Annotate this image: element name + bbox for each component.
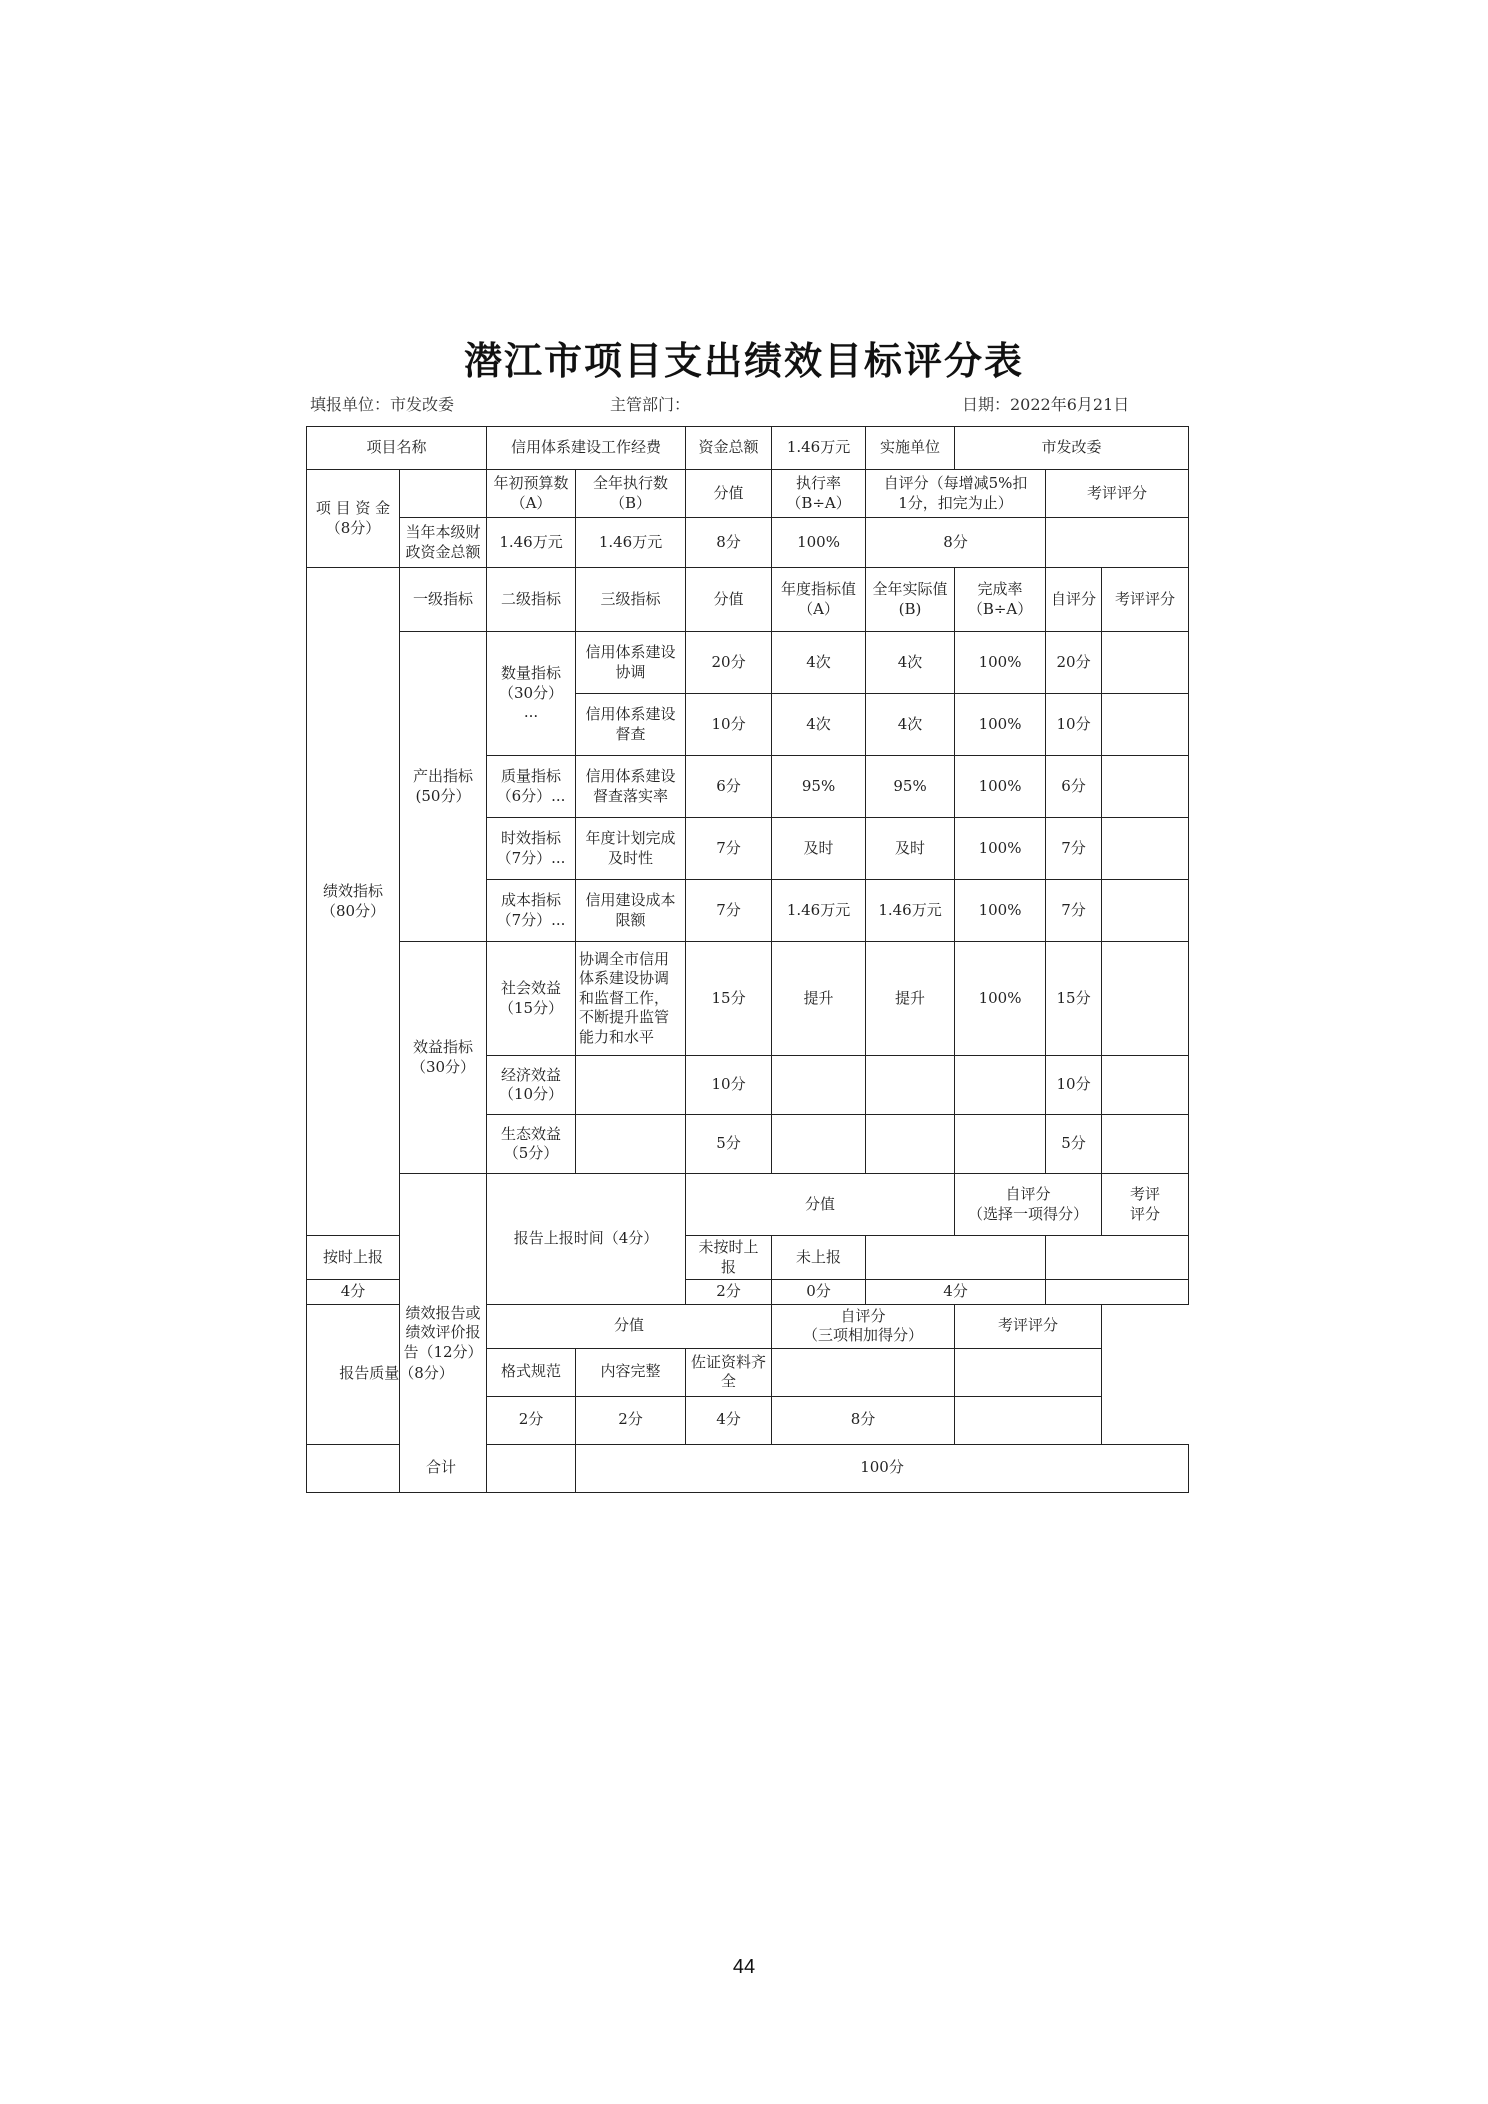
indicator-name: 信用体系建设 督查: [576, 694, 686, 756]
indicator-score: 7分: [686, 880, 772, 942]
funds-empty-cell: [400, 470, 487, 518]
indicator-actual: [866, 1056, 955, 1115]
exec-header: 全年执行数 （B）: [576, 470, 686, 518]
indicator-target: 1.46万元: [772, 880, 866, 942]
report-quality-self-header: 自评分 （三项相加得分）: [772, 1304, 955, 1348]
funds-score-header: 分值: [686, 470, 772, 518]
indicator-score: 15分: [686, 942, 772, 1056]
indicator-rate: 100%: [955, 942, 1046, 1056]
perf-self-header: 自评分: [1046, 568, 1102, 632]
social-benefit-indicator: 社会效益 （15分）: [487, 942, 576, 1056]
funds-eval-score: [1046, 518, 1189, 568]
budget-value: 1.46万元: [487, 518, 576, 568]
indicator-eval: [1102, 756, 1189, 818]
not-reported-score: 0分: [772, 1280, 866, 1305]
exec-rate-header: 执行率 （B÷A）: [772, 470, 866, 518]
indicator-target: 提升: [772, 942, 866, 1056]
implementer: 市发改委: [955, 427, 1189, 470]
project-name-label: 项目名称: [307, 427, 487, 470]
indicator-target: [772, 1056, 866, 1115]
indicator-actual: 提升: [866, 942, 955, 1056]
indicator-name: 信用体系建设 督查落实率: [576, 756, 686, 818]
report-time-eval-header: 考评 评分: [1102, 1174, 1189, 1236]
score-table: [306, 426, 1189, 1493]
evidence-option: 佐证资料齐 全: [686, 1348, 772, 1396]
indicator-row: [307, 632, 1189, 694]
report-quality-label: 报告质量（8分）: [307, 1304, 487, 1444]
perf-score-header: 分值: [686, 568, 772, 632]
ecological-benefit-indicator: 生态效益 （5分）: [487, 1115, 576, 1174]
indicator-rate: 100%: [955, 818, 1046, 880]
report-time-eval-score: [1046, 1280, 1189, 1305]
perf-group-label: 绩效指标 （80分）: [307, 568, 400, 1236]
quality-indicator: 质量指标 （6分）...: [487, 756, 576, 818]
indicator-score: 6分: [686, 756, 772, 818]
report-time-score-header: 分值: [686, 1174, 955, 1236]
indicator-score: 10分: [686, 694, 772, 756]
target-header: 年度指标值 （A）: [772, 568, 866, 632]
indicator-rate: 100%: [955, 880, 1046, 942]
indicator-target: 4次: [772, 694, 866, 756]
content-score: 2分: [576, 1396, 686, 1444]
report-time-self-score: 4分: [866, 1280, 1046, 1305]
content-option: 内容完整: [576, 1348, 686, 1396]
economic-benefit-indicator: 经济效益 （10分）: [487, 1056, 576, 1115]
on-time-option: 按时上报: [307, 1236, 400, 1280]
level1-header: 一级指标: [400, 568, 487, 632]
fund-total-label: 资金总额: [686, 427, 772, 470]
funds-self-header: 自评分（每增减5%扣 1分，扣完为止）: [866, 470, 1046, 518]
report-quality-score-header: 分值: [487, 1304, 772, 1348]
evidence-score: 4分: [686, 1396, 772, 1444]
report-time-self-empty: [866, 1236, 1046, 1280]
indicator-actual: 4次: [866, 694, 955, 756]
indicator-row: [307, 942, 1189, 1056]
report-quality-self-empty: [772, 1348, 955, 1396]
output-indicator-group: 产出指标 (50分）: [400, 632, 487, 942]
perf-header-row: [307, 568, 1189, 632]
budget-header: 年初预算数 （A）: [487, 470, 576, 518]
department: 主管部门：: [610, 395, 691, 414]
indicator-rate: [955, 1056, 1046, 1115]
indicator-target: 95%: [772, 756, 866, 818]
indicator-self: 5分: [1046, 1115, 1102, 1174]
funds-self-score: 8分: [866, 518, 1046, 568]
indicator-rate: 100%: [955, 632, 1046, 694]
funds-eval-header: 考评评分: [1046, 470, 1189, 518]
indicator-self: 15分: [1046, 942, 1102, 1056]
page-number: 44: [732, 1956, 756, 1978]
exec-value: 1.46万元: [576, 518, 686, 568]
indicator-rate: 100%: [955, 694, 1046, 756]
format-score: 2分: [487, 1396, 576, 1444]
indicator-eval: [1102, 942, 1189, 1056]
not-reported-option: 未上报: [772, 1236, 866, 1280]
indicator-name: [576, 1115, 686, 1174]
fund-total: 1.46万元: [772, 427, 866, 470]
report-time-header-row: [307, 1174, 1189, 1236]
form-title: 潜江市项目支出绩效目标评分表: [463, 338, 1024, 383]
report-quality-eval-header: 考评评分: [955, 1304, 1102, 1348]
indicator-target: 及时: [772, 818, 866, 880]
indicator-actual: 1.46万元: [866, 880, 955, 942]
indicator-self: 6分: [1046, 756, 1102, 818]
indicator-self: 7分: [1046, 880, 1102, 942]
indicator-eval: [1102, 880, 1189, 942]
funds-row-label: 当年本级财 政资金总额: [400, 518, 487, 568]
format-option: 格式规范: [487, 1348, 576, 1396]
late-score: 2分: [686, 1280, 772, 1305]
level2-header: 二级指标: [487, 568, 576, 632]
indicator-target: [772, 1115, 866, 1174]
actual-header: 全年实际值 (B): [866, 568, 955, 632]
quantity-indicator: 数量指标 （30分） ...: [487, 632, 576, 756]
indicator-target: 4次: [772, 632, 866, 694]
indicator-score: 7分: [686, 818, 772, 880]
benefit-indicator-group: 效益指标 （30分）: [400, 942, 487, 1174]
funds-group-label: 项 目 资 金 （8分）: [307, 470, 400, 568]
report-time-self-header: 自评分 （选择一项得分）: [955, 1174, 1102, 1236]
indicator-name: 年度计划完成 及时性: [576, 818, 686, 880]
timeliness-indicator: 时效指标 （7分）...: [487, 818, 576, 880]
report-quality-eval-score: [955, 1396, 1102, 1444]
indicator-score: 20分: [686, 632, 772, 694]
indicator-name: 协调全市信用 体系建设协调 和监督工作， 不断提升监管 能力和水平: [576, 942, 686, 1056]
indicator-name: 信用建设成本 限额: [576, 880, 686, 942]
indicator-self: 10分: [1046, 694, 1102, 756]
completion-header: 完成率 （B÷A）: [955, 568, 1046, 632]
project-name: 信用体系建设工作经费: [487, 427, 686, 470]
indicator-score: 5分: [686, 1115, 772, 1174]
cost-indicator: 成本指标 （7分）...: [487, 880, 576, 942]
indicator-eval: [1102, 818, 1189, 880]
report-time-label: 报告上报时间（4分）: [487, 1174, 686, 1305]
total-row: [307, 1444, 1189, 1492]
on-time-score: 4分: [307, 1280, 400, 1305]
indicator-eval: [1102, 694, 1189, 756]
project-row: [307, 427, 1189, 470]
exec-rate: 100%: [772, 518, 866, 568]
indicator-rate: 100%: [955, 756, 1046, 818]
funds-data-row: [307, 518, 1189, 568]
indicator-actual: 95%: [866, 756, 955, 818]
level3-header: 三级指标: [576, 568, 686, 632]
late-option: 未按时上 报: [686, 1236, 772, 1280]
indicator-name: [576, 1056, 686, 1115]
indicator-actual: 及时: [866, 818, 955, 880]
implementer-label: 实施单位: [866, 427, 955, 470]
indicator-eval: [1102, 1115, 1189, 1174]
indicator-actual: 4次: [866, 632, 955, 694]
indicator-self: 10分: [1046, 1056, 1102, 1115]
form-date: 日期：2022年6月21日: [962, 395, 1130, 414]
indicator-self: 20分: [1046, 632, 1102, 694]
filler-unit: 填报单位：市发改委: [310, 395, 455, 414]
indicator-self: 7分: [1046, 818, 1102, 880]
indicator-eval: [1102, 1056, 1189, 1115]
total-label: 合计: [307, 1444, 576, 1492]
indicator-eval: [1102, 632, 1189, 694]
report-time-eval-empty: [1046, 1236, 1189, 1280]
indicator-name: 信用体系建设 协调: [576, 632, 686, 694]
total-value: 100分: [576, 1444, 1189, 1492]
report-quality-self-score: 8分: [772, 1396, 955, 1444]
funds-score: 8分: [686, 518, 772, 568]
report-quality-eval-empty: [955, 1348, 1102, 1396]
funds-header-row: [307, 470, 1189, 518]
report-group-label: 绩效报告或 绩效评价报 告（12分）: [400, 1174, 487, 1493]
indicator-score: 10分: [686, 1056, 772, 1115]
indicator-actual: [866, 1115, 955, 1174]
indicator-rate: [955, 1115, 1046, 1174]
perf-eval-header: 考评评分: [1102, 568, 1189, 632]
